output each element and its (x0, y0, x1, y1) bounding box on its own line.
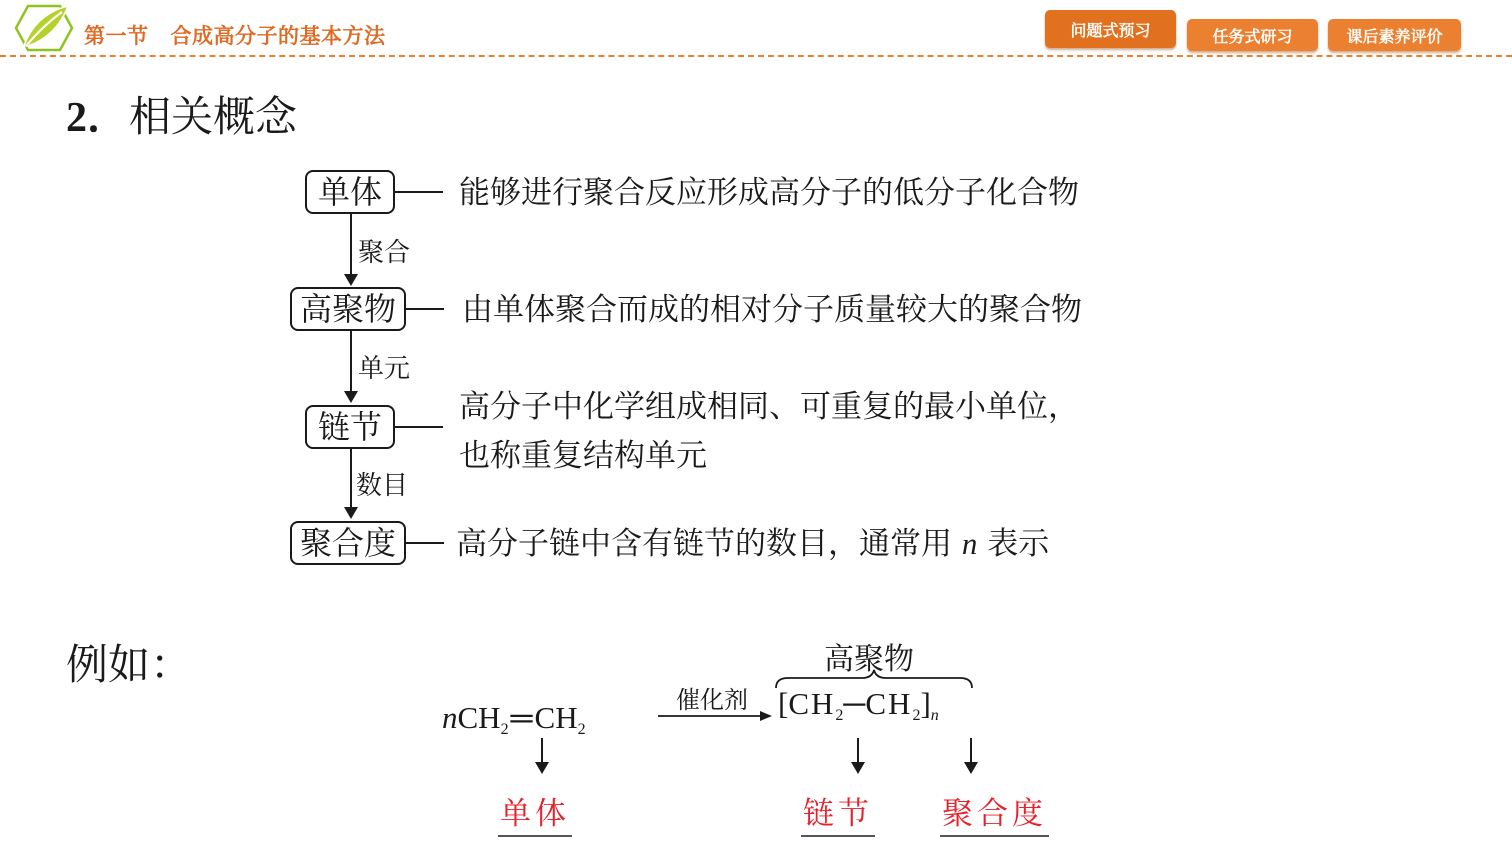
label-monomer: 单体 (498, 788, 572, 837)
term-box-monomer: 单体 (305, 170, 395, 214)
nav-button-study[interactable]: 任务式研习 (1187, 19, 1318, 51)
section-name: 合成高分子的基本方法 (170, 24, 386, 48)
reactant-ch2-right: CH (534, 700, 578, 735)
label-degree: 聚合度 (940, 788, 1049, 837)
product-ch2-2: CH (865, 686, 913, 721)
double-bond: ═ (510, 700, 533, 735)
heading-number: 2． (66, 95, 130, 141)
arrow-to-degree (970, 738, 972, 772)
section-heading (66, 84, 297, 144)
definition-degree-text: 高分子链中含有链节的数目，通常用 (456, 526, 952, 562)
single-bond: ─ (843, 686, 866, 721)
definition-chain-unit-line1: 高分子中化学组成相同、可重复的最小单位， (459, 389, 1079, 425)
arrow-label-polymerize: 聚合 (358, 238, 411, 268)
subscript: 2 (577, 721, 586, 738)
subscript: 2 (835, 707, 844, 724)
term-box-degree: 聚合度 (290, 521, 406, 565)
connector-line (404, 308, 444, 310)
left-bracket: [ (778, 686, 789, 721)
reactant-formula (442, 700, 586, 739)
product-ch2-1: CH (788, 686, 836, 721)
catalyst-label: 催化剂 (676, 686, 748, 714)
connector-line (393, 191, 443, 193)
definition-polymer: 由单体聚合而成的相对分子质量较大的聚合物 (462, 292, 1082, 328)
heading-title: 相关概念 (129, 92, 298, 141)
variable-n: n (961, 526, 978, 561)
definition-chain-unit-line2: 也称重复结构单元 (459, 438, 707, 474)
label-chain-unit: 链节 (801, 788, 875, 837)
reactant-ch2-left: CH (457, 700, 501, 735)
definition-degree (456, 520, 1049, 568)
arrow-label-count: 数目 (356, 471, 409, 501)
arrow-to-chain-unit (857, 738, 859, 772)
section-title (84, 20, 386, 50)
arrow-down (350, 214, 352, 284)
subscript: 2 (912, 707, 921, 724)
arrow-down (350, 449, 352, 517)
reaction-arrow (656, 708, 774, 724)
connector-line (404, 542, 444, 544)
brace-label-polymer: 高聚物 (824, 642, 914, 677)
arrow-to-monomer (541, 738, 543, 772)
product-formula (778, 686, 939, 725)
definition-monomer: 能够进行聚合反应形成高分子的低分子化合物 (459, 175, 1079, 211)
header-bar (0, 0, 1512, 56)
header-divider (0, 55, 1512, 57)
example-label: 例如： (66, 640, 193, 689)
arrow-label-unit: 单元 (358, 354, 411, 384)
definition-degree-suffix: 表示 (987, 526, 1050, 562)
connector-line (393, 426, 443, 428)
nav-button-evaluation[interactable]: 课后素养评价 (1328, 19, 1461, 51)
leaf-hexagon-logo (14, 2, 74, 54)
section-number: 第一节 (84, 24, 149, 48)
arrow-down (350, 331, 352, 401)
subscript: 2 (500, 721, 509, 738)
right-bracket: ] (920, 686, 931, 721)
nav-button-preview[interactable]: 问题式预习 (1045, 10, 1176, 48)
degree-n: n (930, 707, 939, 724)
term-box-polymer: 高聚物 (290, 287, 406, 331)
term-box-chain-unit: 链节 (305, 405, 395, 449)
reactant-coefficient: n (442, 700, 458, 735)
